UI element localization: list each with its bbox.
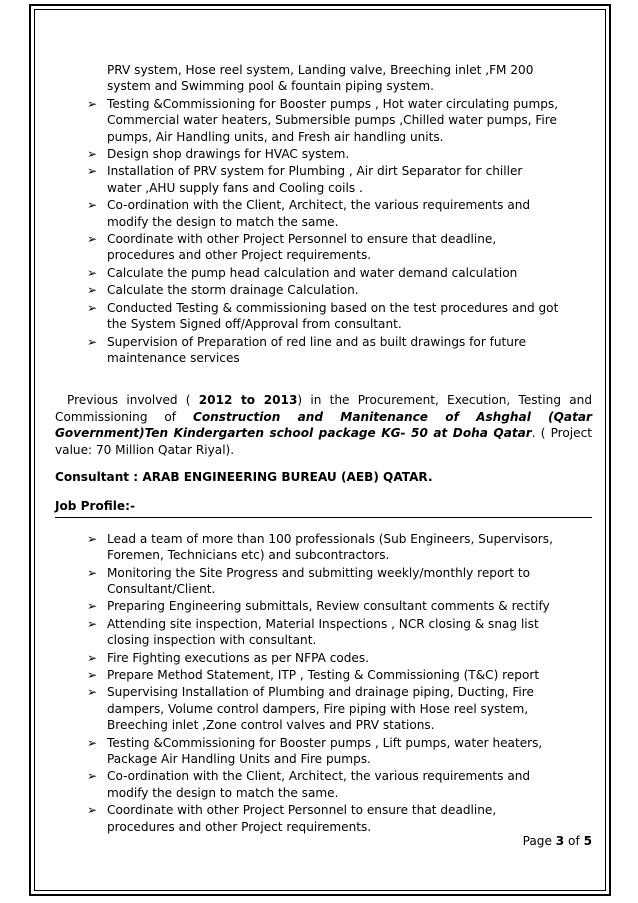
bullet-arrow-icon: ➢ xyxy=(87,198,98,213)
page-current: 3 xyxy=(555,834,565,848)
bullet-line: Package Air Handling Units and Fire pumps. xyxy=(107,752,371,767)
bullet-item xyxy=(55,531,592,564)
bullet-arrow-icon: ➢ xyxy=(87,283,98,298)
bullet-arrow-icon: ➢ xyxy=(87,735,98,750)
bullet-item xyxy=(55,616,592,649)
paragraph-project: Construction and Manitenance of Ashghal (Qatar Government)Ten Kindergarten school package KG- 50 at Doha Qatar xyxy=(55,409,592,441)
bullet-line: procedures and other Project requirements. xyxy=(107,248,372,263)
bullet-line: pumps, Air Handling units, and Fresh air handling units. xyxy=(107,129,444,144)
bullet-line: modify the design to match the same. xyxy=(107,214,339,229)
bullet-line: Commercial water heaters, Submersible pumps ,Chilled water pumps, Fire xyxy=(107,113,557,128)
bullet-line: Testing &Commissioning for Booster pumps , Lift pumps, water heaters, xyxy=(107,735,543,750)
bullet-item xyxy=(55,334,592,367)
bullet-arrow-icon: ➢ xyxy=(87,616,98,631)
first-bullet-list xyxy=(55,62,592,366)
bullet-line: Installation of PRV system for Plumbing , Air dirt Separator for chiller xyxy=(107,164,523,179)
bullet-item xyxy=(55,96,592,145)
bullet-line: Monitoring the Site Progress and submitting weekly/monthly report to xyxy=(107,565,531,580)
continuation-line: system and Swimming pool & fountain piping system. xyxy=(107,79,434,94)
bullet-item xyxy=(55,768,592,801)
bullet-arrow-icon: ➢ xyxy=(87,531,98,546)
bullet-line: Co-ordination with the Client, Architect, the various requirements and xyxy=(107,198,531,213)
page-total: 5 xyxy=(583,834,592,848)
bullet-line: water ,AHU supply fans and Cooling coils . xyxy=(107,180,363,195)
bullet-line: Fire Fighting executions as per NFPA codes. xyxy=(107,650,370,665)
bullet-item xyxy=(55,598,592,614)
bullet-item xyxy=(55,667,592,683)
bullet-line: Supervision of Preparation of red line and as built drawings for future xyxy=(107,334,527,349)
bullet-line: procedures and other Project requirements. xyxy=(107,819,372,834)
bullet-line: Supervising Installation of Plumbing and drainage piping, Ducting, Fire xyxy=(107,685,534,700)
bullet-line: Preparing Engineering submittals, Review consultant comments & rectify xyxy=(107,599,550,614)
continuation-line: PRV system, Hose reel system, Landing valve, Breeching inlet ,FM 200 xyxy=(107,63,534,77)
bullet-item xyxy=(55,565,592,598)
bullet-line: Foremen, Technicians etc) and subcontractors. xyxy=(107,548,390,563)
paragraph-tail: . ( Project value: 70 Million Qatar Riyal). xyxy=(55,426,592,457)
bullet-arrow-icon: ➢ xyxy=(87,565,98,580)
bullet-line: the System Signed off/Approval from consultant. xyxy=(107,317,402,332)
page-label: Page xyxy=(522,834,552,848)
bullet-line: Testing &Commissioning for Booster pumps , Hot water circulating pumps, xyxy=(107,96,559,111)
paragraph-mid: ) in the Procurement, Execution, Testing and Commissioning of xyxy=(55,393,592,424)
bullet-arrow-icon: ➢ xyxy=(87,164,98,179)
bullet-line: Lead a team of more than 100 professionals (Sub Engineers, Supervisors, xyxy=(107,531,553,546)
paragraph-period: 2012 to 2013 xyxy=(198,393,298,408)
bullet-line: modify the design to match the same. xyxy=(107,785,339,800)
consultant-line: Consultant : ARAB ENGINEERING BUREAU (AEB) QATAR. xyxy=(55,469,433,484)
bullet-line: Design shop drawings for HVAC system. xyxy=(107,147,350,162)
bullet-line: maintenance services xyxy=(107,350,240,365)
bullet-arrow-icon: ➢ xyxy=(87,650,98,665)
bullet-item xyxy=(55,231,592,264)
second-bullet-list xyxy=(55,531,592,835)
bullet-arrow-icon: ➢ xyxy=(87,300,98,315)
bullet-item xyxy=(55,282,592,298)
bullet-item xyxy=(55,735,592,768)
bullet-arrow-icon: ➢ xyxy=(87,265,98,280)
bullet-line: Prepare Method Statement, ITP , Testing & Commissioning (T&C) report xyxy=(107,668,540,682)
bullet-arrow-icon: ➢ xyxy=(87,685,98,700)
bullet-line: closing inspection with consultant. xyxy=(107,633,317,648)
bullet-arrow-icon: ➢ xyxy=(87,599,98,614)
paragraph-lead: Previous involved ( xyxy=(67,393,199,408)
bullet-item xyxy=(55,802,592,835)
bullet-line: Coordinate with other Project Personnel to ensure that deadline, xyxy=(107,803,497,818)
bullet-item xyxy=(55,197,592,230)
bullet-line: Coordinate with other Project Personnel to ensure that deadline, xyxy=(107,232,497,247)
bullet-item xyxy=(55,300,592,333)
bullet-item xyxy=(55,146,592,162)
continuation-item xyxy=(55,62,592,95)
bullet-arrow-icon: ➢ xyxy=(87,232,98,247)
bullet-arrow-icon: ➢ xyxy=(87,803,98,818)
bullet-item xyxy=(55,684,592,733)
document-body xyxy=(55,62,592,836)
page-number xyxy=(523,834,592,848)
bullet-line: Attending site inspection, Material Inspections , NCR closing & snag list xyxy=(107,616,539,631)
bullet-item xyxy=(55,163,592,196)
job-profile-heading: Job Profile:- xyxy=(55,498,592,517)
bullet-item xyxy=(55,650,592,666)
bullet-line: Calculate the storm drainage Calculation. xyxy=(107,283,359,298)
bullet-arrow-icon: ➢ xyxy=(87,668,98,682)
bullet-item xyxy=(55,265,592,281)
bullet-line: Calculate the pump head calculation and water demand calculation xyxy=(107,265,518,280)
page-of: of xyxy=(568,834,580,848)
bullet-line: Co-ordination with the Client, Architect, the various requirements and xyxy=(107,769,531,784)
bullet-line: dampers, Volume control dampers, Fire piping with Hose reel system, xyxy=(107,701,529,716)
bullet-arrow-icon: ➢ xyxy=(87,334,98,349)
bullet-line: Breeching inlet ,Zone control valves and PRV stations. xyxy=(107,718,435,733)
bullet-line: Conducted Testing & commissioning based on the test procedures and got xyxy=(107,300,559,315)
bullet-line: Consultant/Client. xyxy=(107,581,216,596)
bullet-arrow-icon: ➢ xyxy=(87,147,98,162)
bullet-arrow-icon: ➢ xyxy=(87,96,98,111)
bullet-arrow-icon: ➢ xyxy=(87,769,98,784)
previous-involvement-paragraph xyxy=(55,392,592,458)
